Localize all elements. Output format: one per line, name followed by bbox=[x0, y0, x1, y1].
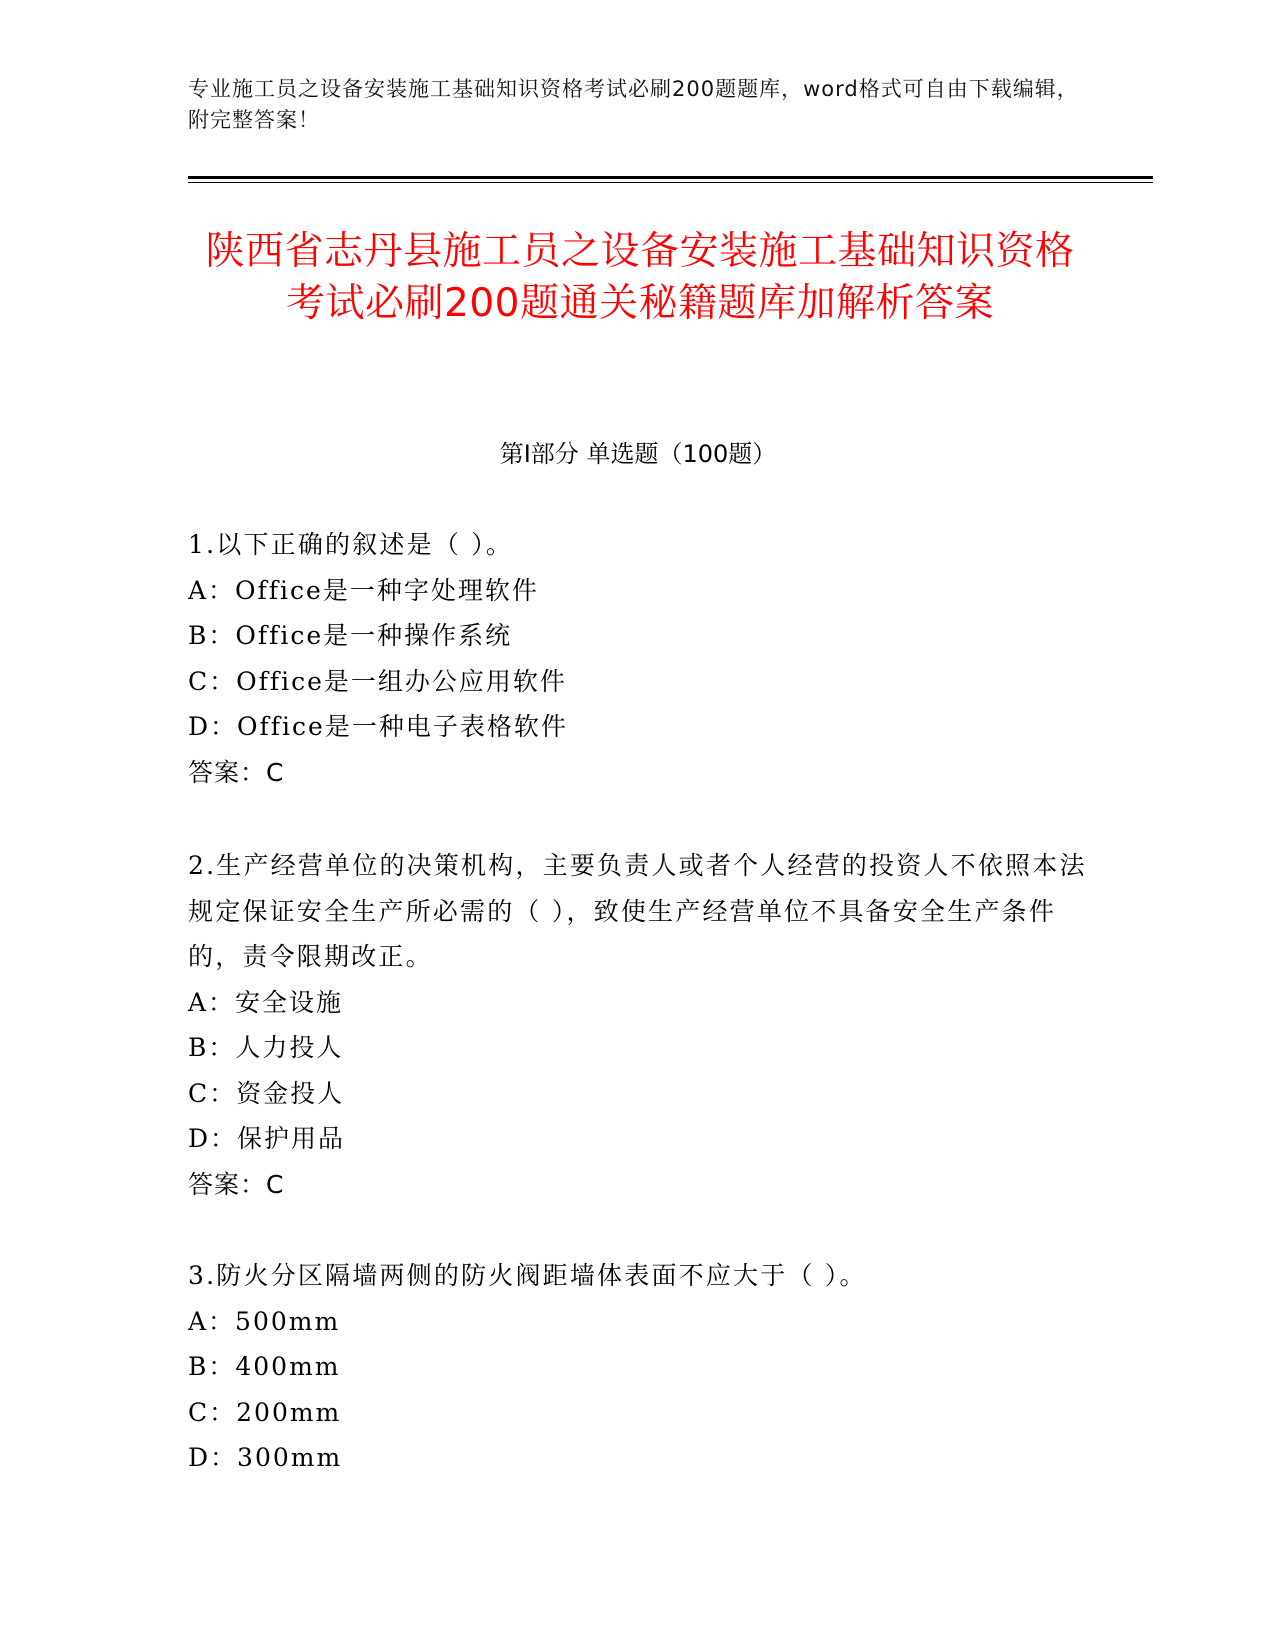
question-stem: 3.防火分区隔墙两侧的防火阀距墙体表面不应大于（ ）。 bbox=[188, 1261, 867, 1290]
option-c: C：200mm bbox=[188, 1397, 342, 1427]
option-d: D：保护用品 bbox=[188, 1124, 346, 1153]
question-3 bbox=[188, 1253, 1088, 1481]
question-stem: 2.生产经营单位的决策机构，主要负责人或者个人经营的投资人不依照本法规定保证安全生产所必需的（ ），致使生产经营单位不具备安全生产条件的，责令限期改正。 bbox=[188, 851, 1087, 971]
option-a: A：500mm bbox=[188, 1306, 341, 1336]
option-b: B：400mm bbox=[188, 1352, 341, 1381]
option-b: B：人力投人 bbox=[188, 1033, 344, 1062]
answer-line: 答案：C bbox=[188, 757, 285, 787]
option-a: A：安全设施 bbox=[188, 987, 344, 1017]
answer-line: 答案：C bbox=[188, 1169, 285, 1199]
option-a: A：Office是一种字处理软件 bbox=[188, 575, 539, 605]
question-1 bbox=[188, 522, 1088, 795]
question-2 bbox=[188, 843, 1088, 1207]
header-divider-thin bbox=[188, 182, 1153, 183]
option-c: C：资金投人 bbox=[188, 1078, 345, 1108]
section-title: 第Ⅰ部分 单选题（100题） bbox=[499, 440, 777, 468]
option-c: C：Office是一组办公应用软件 bbox=[188, 666, 567, 696]
header-note: 专业施工员之设备安装施工基础知识资格考试必刷200题题库，word格式可自由下载编辑，附完整答案！ bbox=[188, 77, 1079, 132]
document-title: 陕西省志丹县施工员之设备安装施工基础知识资格考试必刷200题通关秘籍题库加解析答案 bbox=[205, 229, 1075, 326]
header-divider-thick bbox=[188, 176, 1153, 179]
option-b: B：Office是一种操作系统 bbox=[188, 621, 513, 650]
question-stem: 1.以下正确的叙述是（ ）。 bbox=[188, 530, 514, 559]
option-d: D：300mm bbox=[188, 1443, 343, 1472]
option-d: D：Office是一种电子表格软件 bbox=[188, 712, 568, 741]
